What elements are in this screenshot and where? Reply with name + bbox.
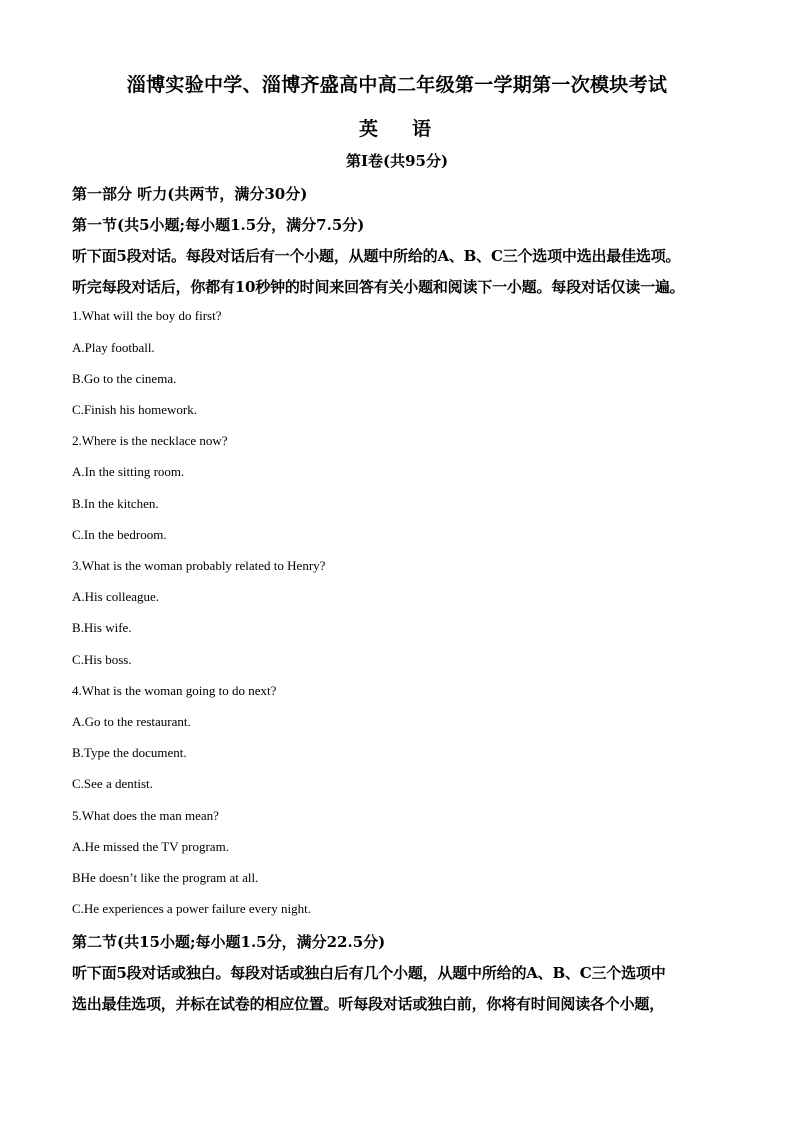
answer-option: BHe doesn’t like the program at all. bbox=[72, 870, 259, 885]
section-one-instructions-line-2: 听完每段对话后，你都有10秒钟的时间来回答有关小题和阅读下一小题。每段对话仅读一遍。 bbox=[72, 278, 685, 296]
listening-part-heading: 第一部分 听力(共两节，满分30分) bbox=[72, 185, 308, 203]
answer-option: A.Play football. bbox=[72, 340, 155, 355]
answer-option: B.Type the document. bbox=[72, 745, 187, 760]
question-stem: 4.What is the woman going to do next? bbox=[72, 683, 277, 698]
section-two-instructions-line-1: 听下面5段对话或独白。每段对话或独白后有几个小题，从题中所给的A、B、C三个选项中 bbox=[72, 964, 666, 982]
answer-option: C.His boss. bbox=[72, 652, 132, 667]
section-two-instructions-line-2: 选出最佳选项，并标在试卷的相应位置。听每段对话或独白前，你将有时间阅读各个小题， bbox=[72, 995, 665, 1013]
answer-option: A.He missed the TV program. bbox=[72, 839, 229, 854]
school-exam-title: 淄博实验中学、淄博齐盛高中高二年级第一学期第一次模块考试 bbox=[126, 74, 668, 96]
question-stem: 1.What will the boy do first? bbox=[72, 308, 222, 323]
answer-option: A.His colleague. bbox=[72, 589, 160, 604]
subject-title: 英语 bbox=[358, 118, 465, 140]
answer-option: B.Go to the cinema. bbox=[72, 371, 177, 386]
answer-option: B.In the kitchen. bbox=[72, 496, 159, 511]
answer-option: A.Go to the restaurant. bbox=[72, 714, 191, 729]
question-stem: 3.What is the woman probably related to Henry? bbox=[72, 558, 326, 573]
answer-option: B.His wife. bbox=[72, 620, 132, 635]
part-one-title: 第I卷(共95分) bbox=[345, 152, 449, 170]
section-one-heading: 第一节(共5小题;每小题1.5分，满分7.5分) bbox=[72, 216, 365, 234]
answer-option: C.He experiences a power failure every night. bbox=[72, 901, 311, 916]
question-stem: 5.What does the man mean? bbox=[72, 808, 219, 823]
answer-option: C.See a dentist. bbox=[72, 776, 153, 791]
answer-option: C.Finish his homework. bbox=[72, 402, 197, 417]
section-two-heading: 第二节(共15小题;每小题1.5分，满分22.5分) bbox=[72, 933, 386, 951]
answer-option: C.In the bedroom. bbox=[72, 527, 167, 542]
question-stem: 2.Where is the necklace now? bbox=[72, 433, 228, 448]
answer-option: A.In the sitting room. bbox=[72, 464, 185, 479]
section-one-instructions-line-1: 听下面5段对话。每段对话后有一个小题，从题中所给的A、B、C三个选项中选出最佳选项。 bbox=[72, 247, 681, 265]
